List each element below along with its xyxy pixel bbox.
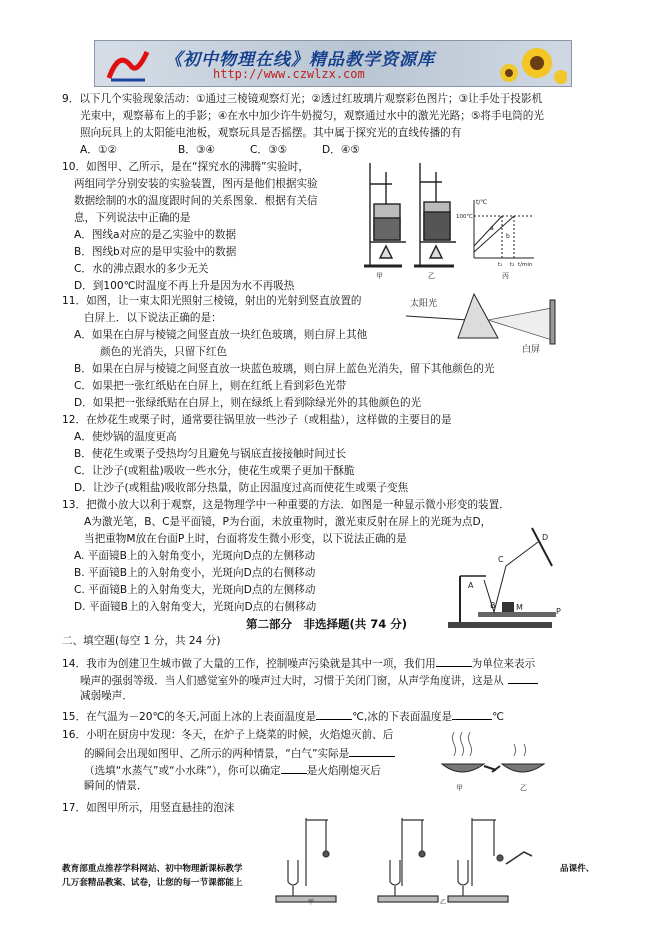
fig-label-bing: 丙: [502, 272, 509, 280]
q15-blank-2[interactable]: [452, 708, 492, 720]
q11-option-c: C．如果把一张红纸贴在白屏上，则在红纸上看到彩色光带: [74, 380, 347, 392]
fig-label-d: D: [542, 533, 549, 542]
apparatus-yi-17: [378, 818, 532, 902]
header-banner: [94, 40, 572, 87]
graph-t2: t₂: [510, 262, 515, 268]
banner-title: 《初中物理在线》精品教学资源库: [165, 50, 435, 70]
q11-option-d: D．如果把一张绿纸贴在白屏上，则在绿纸上看到除绿光外的其他颜色的光: [74, 397, 422, 409]
q9-line2: 光束中，观察幕布上的手影；④在水中加少许牛奶搅匀，观察通过水中的激光光路；⑤将手电筒的光: [80, 110, 544, 122]
q16-blank-1[interactable]: [349, 745, 395, 757]
fig-screen-label: 白屏: [522, 345, 541, 355]
q12-option-b: B．使花生或栗子受热均匀且避免与锅底直接接触时间过长: [74, 448, 347, 460]
q14-line2-text: 噪声的强弱等级．当人们感觉室外的噪声过大时，习惯于关闭门窗，从声学角度讲，这是从: [80, 675, 504, 687]
q14-blank-2[interactable]: [508, 672, 538, 684]
q12-option-c: C．让沙子(或粗盐)吸收一些水分，使花生或栗子更加干酥脆: [74, 465, 355, 477]
q14-line3: 减弱噪声．: [80, 690, 133, 702]
q9-line1: 9．以下几个实验现象活动：①通过三棱镜观察灯光；②透过红玻璃片观察彩色图片；③让手处于投影机: [62, 93, 543, 105]
q16-line3-text: （选填“水蒸气”或“小水珠”），你可以确定: [84, 765, 281, 777]
q13-option-d: D. 平面镜B上的入射角变大，光斑向D点的右侧移动: [74, 601, 317, 613]
wok-jia: [442, 764, 484, 772]
fig-label-jia-17: 甲: [308, 899, 315, 906]
fig-label-c: C: [498, 555, 504, 564]
fig-label-m: M: [516, 603, 523, 612]
fig-label-jia-16: 甲: [456, 784, 463, 792]
fig-label-yi-17: 乙: [440, 899, 447, 906]
graph-curve-b: b: [506, 233, 510, 240]
q14-line1-start: 14．我市为创建卫生城市做了大量的工作，控制噪声污染就是其中一项，我们用: [62, 658, 436, 670]
q16-line3-end: 是火焰刚熄灭后: [306, 765, 381, 777]
weight-m: [502, 602, 514, 612]
graph-y-tick: 100℃: [456, 214, 473, 220]
q15-text-b: ℃,冰的下表面温度是: [352, 711, 453, 723]
q10-line3: 数据绘制的水的温度跟时间的关系图象．根据有关信: [74, 195, 318, 207]
q11-option-a-line1: A．如果在白屏与棱镜之间竖直放一块红色玻璃，则白屏上其他: [74, 329, 368, 341]
q11-line1: 11．如图，让一束太阳光照射三棱镜，射出的光射到竖直放置的: [62, 295, 362, 307]
fig-label-yi: 乙: [428, 272, 435, 280]
q11-option-a-line2: 颜色的光消失，只留下红色: [100, 346, 228, 358]
graph-y-unit: t/℃: [476, 199, 488, 206]
platform-p: [478, 612, 556, 617]
q16-line2-text: 的瞬间会出现如图甲、乙所示的两种情景，“白气”实际是: [84, 748, 350, 760]
q10-line4: 息，下列说法中正确的是: [74, 212, 191, 224]
sunflower-icon: [497, 43, 567, 85]
q16-line2: [84, 745, 395, 761]
fig-sunlight-label: 太阳光: [410, 299, 438, 309]
fig-label-jia: 甲: [376, 272, 383, 280]
q15-text-c: ℃: [492, 711, 505, 723]
footer-line1-end: 品课件、: [560, 864, 595, 874]
q10-option-d: D．到100℃时温度不再上升是因为水不再吸热: [74, 280, 295, 292]
boiling-apparatus-yi: [414, 163, 456, 266]
q10-line1: 10．如图甲、乙所示，是在“探究水的沸腾”实验时，: [62, 161, 309, 173]
footer-line2: 几万套精品教案、试卷，让您的每一节课都能上: [62, 878, 243, 888]
boiling-apparatus-jia: [364, 163, 406, 266]
q9-option-c: C．③⑤: [250, 144, 287, 156]
wok-yi: [502, 764, 544, 772]
q10-option-b: B．图线b对应的是甲实验中的数据: [74, 246, 237, 258]
graph-t1: t₁: [498, 262, 503, 268]
q13-line1: 13．把微小放大以利于观察，这是物理学中一种重要的方法．如图是一种显示微小形变的装置．: [62, 499, 510, 511]
q16-steam-figure: [440, 726, 550, 796]
q15-line: [62, 708, 504, 724]
banner-url[interactable]: http://www.czwlzx.com: [213, 67, 365, 81]
white-screen: [550, 300, 555, 344]
q13-option-b: B. 平面镜B上的入射角变小，光斑向D点的右侧移动: [74, 567, 316, 579]
q12-option-d: D．让沙子(或粗盐)吸收部分热量，防止因温度过高而使花生或栗子变焦: [74, 482, 409, 494]
temperature-time-graph: [474, 200, 534, 258]
q9-option-d: D．④⑤: [322, 144, 360, 156]
q17-tuning-fork-figure: [268, 812, 548, 906]
sunlight-ray: [406, 316, 468, 320]
q13-deformation-figure: [446, 526, 566, 630]
apparatus-jia-17: [276, 818, 336, 902]
steam-wisps-yi: [514, 744, 526, 756]
fig-label-a: A: [468, 581, 474, 590]
q17-line1: 17．如图甲所示，用竖直悬挂的泡沫: [62, 802, 235, 814]
q16-line3: [84, 762, 381, 778]
q12-option-a: A．使炒锅的温度更高: [74, 431, 177, 443]
fill-in-section-heading: 二、填空题(每空 1 分，共 24 分): [62, 635, 221, 647]
part2-title: 第二部分 非选择题(共 74 分): [246, 617, 408, 631]
q16-line4: 瞬间的情景．: [84, 780, 148, 792]
q14-line2: [80, 672, 538, 688]
fig-label-p: P: [556, 607, 561, 616]
q10-line2: 两组同学分别安装的实验装置，图丙是他们根据实验: [74, 178, 318, 190]
q9-option-a: A．①②: [80, 144, 117, 156]
q10-figure: [362, 158, 538, 283]
q13-option-c: C. 平面镜B上的入射角变大，光斑向D点的左侧移动: [74, 584, 316, 596]
fig-label-b: B: [490, 601, 496, 610]
dispersed-light-band: [488, 308, 552, 340]
footer-line1: 教育部重点推荐学科网站、初中物理新课标教学: [62, 864, 243, 874]
q15-text-a: 15．在气温为－20℃的冬天,河面上冰的上表面温度是: [62, 711, 317, 723]
q10-option-c: C．水的沸点跟水的多少无关: [74, 263, 209, 275]
q9-option-b: B．③④: [178, 144, 215, 156]
q12-line1: 12．在炒花生或栗子时，通常要往锅里放一些沙子（或粗盐），这样做的主要目的是: [62, 414, 452, 426]
q14-line1: [62, 655, 535, 671]
q14-blank-1[interactable]: [436, 655, 472, 667]
steam-wisps-jia: [453, 732, 472, 756]
q16-blank-2[interactable]: [281, 762, 307, 774]
table-base: [448, 622, 552, 628]
q16-line1: 16．小明在厨房中发现：冬天，在炉子上烧菜的时候，火焰熄灭前、后: [62, 729, 394, 741]
fig-label-yi-16: 乙: [520, 784, 527, 792]
q15-blank-1[interactable]: [316, 708, 352, 720]
q13-line2: A为激光笔，B、C是平面镜，P为台面，未放重物时，激光束反射在屏上的光斑为点D，: [84, 516, 492, 528]
q10-option-a: A．图线a对应的是乙实验中的数据: [74, 229, 237, 241]
q11-option-b: B．如果在白屏与棱镜之间竖直放一块蓝色玻璃，则白屏上蓝色光消失，留下其他颜色的光: [74, 363, 495, 375]
q9-line3: 照向玩具上的太阳能电池板，观察玩具是否摇摆。其中属于探究光的直线传播的有: [80, 127, 462, 139]
graph-x-unit: t/min: [518, 262, 533, 268]
q11-prism-figure: [402, 286, 560, 358]
prism-shape: [458, 294, 498, 338]
q14-line1-end: 为单位来表示: [471, 658, 536, 670]
site-logo-icon: [105, 46, 151, 82]
q13-line3: 当把重物M放在台面P上时，台面将发生微小形变，以下说法正确的是: [84, 533, 407, 545]
q11-line2: 白屏上．以下说法正确的是：: [84, 312, 222, 324]
graph-curve-a: a: [490, 225, 494, 232]
q13-option-a: A. 平面镜B上的入射角变小，光斑向D点的左侧移动: [74, 550, 316, 562]
